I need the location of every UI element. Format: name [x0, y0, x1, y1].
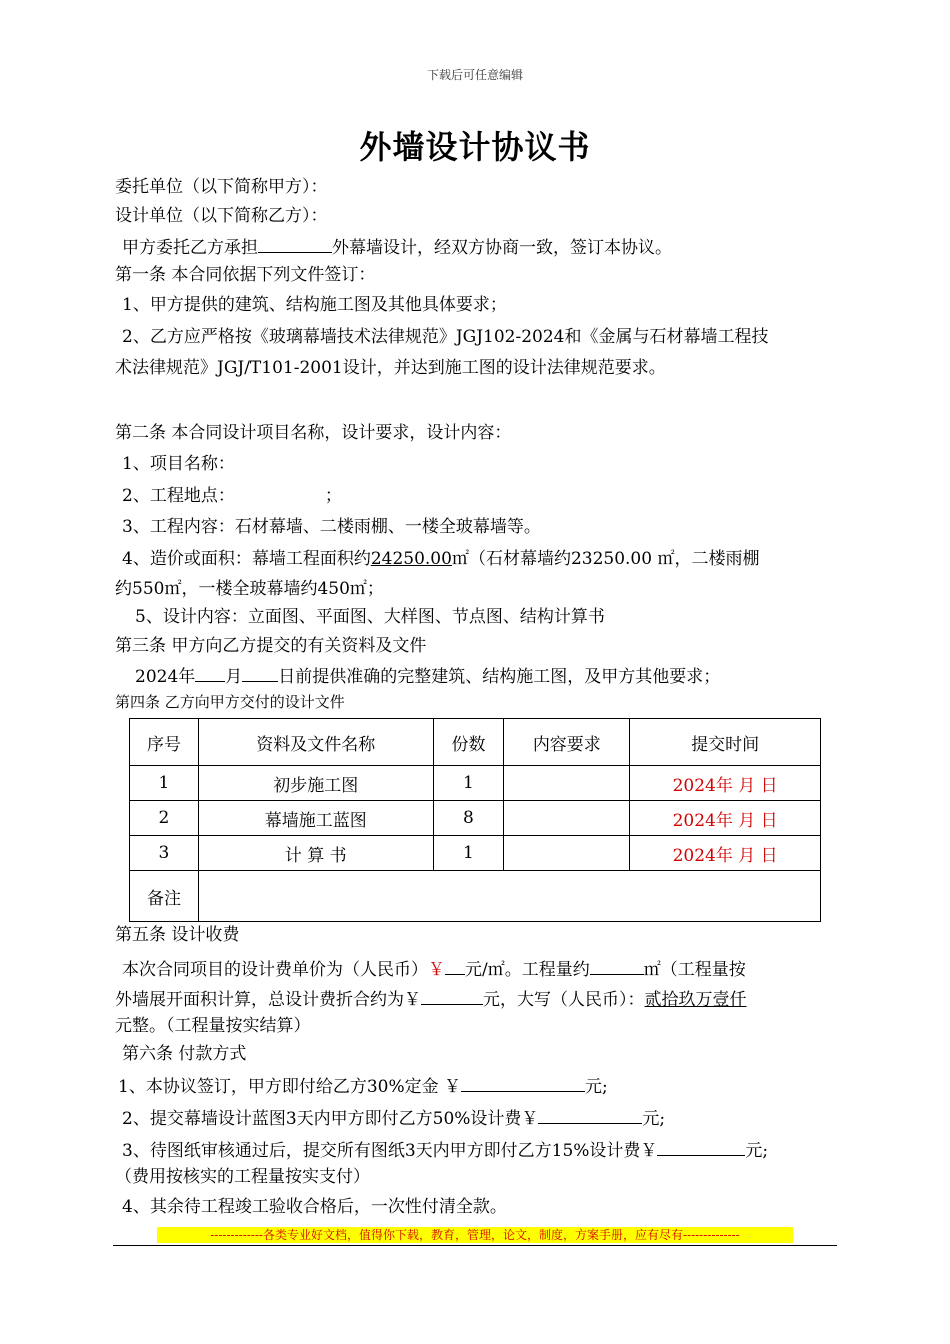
cell-copies: 8	[433, 801, 504, 836]
unit-price-blank[interactable]	[445, 956, 465, 975]
day-blank[interactable]	[242, 663, 278, 682]
quantity-blank[interactable]	[590, 956, 644, 975]
cell-name: 幕墙施工蓝图	[198, 801, 433, 836]
cell-requirement	[504, 836, 630, 871]
remark-label: 备注	[130, 871, 199, 922]
article-1-heading: 第一条 本合同依据下列文件签订：	[115, 265, 376, 285]
area-value: 24250.00	[370, 549, 452, 569]
year-label: 2024年	[135, 667, 196, 687]
article-2-heading: 第二条 本合同设计项目名称，设计要求，设计内容：	[115, 423, 512, 443]
quantity-unit: ㎡（工程量按	[643, 960, 746, 980]
intro-pre: 甲方委托乙方承担	[122, 238, 258, 258]
payment-item-4: 4、其余待工程竣工验收合格后，一次性付清全款。	[122, 1197, 507, 1217]
table-row	[130, 766, 821, 801]
payment-item-2	[115, 1105, 847, 1130]
article-2-item-2	[115, 485, 847, 507]
third-payment-blank[interactable]	[657, 1137, 745, 1156]
article-1-item-1: 1、甲方提供的建筑、结构施工图及其他具体要求；	[122, 295, 507, 315]
unit-price-label: 本次合同项目的设计费单价为（人民币）	[122, 960, 428, 980]
article-2-item-3: 3、工程内容：石材幕墙、二楼雨棚、一楼全玻幕墙等。	[122, 517, 541, 537]
cell-name: 初步施工图	[198, 766, 433, 801]
article-1-item-2-cont: 术法律规范》JGJ/T101-2001设计，并达到施工图的设计法律规范要求。	[115, 358, 666, 378]
cell-name: 计 算 书	[198, 836, 433, 871]
location-label: 2、工程地点：	[122, 486, 235, 506]
total-fee-label: 外墙展开面积计算，总设计费折合约为￥	[115, 990, 421, 1010]
intro-post: 外幕墙设计，经双方协商一致，签订本协议。	[332, 238, 672, 258]
footer-rule	[113, 1245, 837, 1246]
article-2-item-5: 5、设计内容：立面图、平面图、大样图、节点图、结构计算书	[135, 607, 605, 627]
cell-requirement	[504, 766, 630, 801]
yuan-end-1: 元;	[585, 1077, 608, 1097]
area-post: ㎡（石材幕墙约23250.00 ㎡，二楼雨棚	[451, 549, 760, 569]
article-5-line-2	[115, 986, 840, 1011]
footer-banner: -------------各类专业好文档，值得你下载，教育，管理，论文，制度，方案手册，应有尽有--------------	[157, 1227, 793, 1243]
yuan-end-2: 元;	[642, 1109, 666, 1129]
second-payment-blank[interactable]	[538, 1105, 642, 1124]
party-b-line: 设计单位（以下简称乙方）：	[115, 206, 328, 226]
total-fee-uppercase: 贰拾玖万壹仟	[644, 990, 747, 1010]
cell-requirement	[504, 801, 630, 836]
col-header-copies: 份数	[433, 719, 504, 766]
cell-time: 2024年 月 日	[630, 766, 821, 801]
article-5-heading: 第五条 设计收费	[115, 925, 240, 945]
third-payment-label: 3、待图纸审核通过后，提交所有图纸3天内甲方即付乙方15%设计费￥	[122, 1141, 658, 1161]
location-end: ；	[324, 486, 342, 506]
table-remark-row	[130, 871, 821, 922]
project-blank[interactable]	[258, 234, 332, 253]
col-header-name: 资料及文件名称	[198, 719, 433, 766]
cell-copies: 1	[433, 766, 504, 801]
total-fee-uppercase-label: 元，大写（人民币）：	[483, 990, 645, 1010]
cell-time: 2024年 月 日	[630, 836, 821, 871]
article-2-item-4-cont: 约550㎡，一楼全玻幕墙约450㎡；	[115, 579, 384, 599]
party-a-line: 委托单位（以下简称甲方）：	[115, 177, 328, 197]
cell-no: 1	[130, 766, 199, 801]
second-payment-label: 2、提交幕墙设计蓝图3天内甲方即付乙方50%设计费￥	[122, 1109, 539, 1129]
article-3-body: 日前提供准确的完整建筑、结构施工图，及甲方其他要求；	[278, 667, 721, 687]
cell-no: 3	[130, 836, 199, 871]
col-header-requirement: 内容要求	[504, 719, 630, 766]
article-2-item-4	[115, 548, 847, 570]
article-1-item-2: 2、乙方应严格按《玻璃幕墙技术法律规范》JGJ102-2024和《金属与石材幕墙工程技	[122, 327, 769, 347]
quantity-label: 元/㎡。工程量约	[465, 960, 590, 980]
intro-line	[115, 234, 847, 259]
yuan-end-3: 元;	[745, 1141, 769, 1161]
payment-item-3	[115, 1137, 847, 1162]
deposit-blank[interactable]	[461, 1073, 585, 1092]
table-row	[130, 801, 821, 836]
cell-no: 2	[130, 801, 199, 836]
cell-time: 2024年 月 日	[630, 801, 821, 836]
total-fee-blank[interactable]	[421, 986, 483, 1005]
article-5-line-1	[115, 956, 847, 981]
article-3-heading: 第三条 甲方向乙方提交的有关资料及文件	[115, 636, 427, 656]
cell-copies: 1	[433, 836, 504, 871]
remark-cell[interactable]	[198, 871, 820, 922]
article-2-item-1: 1、项目名称：	[122, 454, 235, 474]
table-header-row	[130, 719, 821, 766]
yuan-sign: ￥	[428, 960, 445, 980]
deliverables-table	[129, 718, 821, 922]
month-blank[interactable]	[195, 663, 225, 682]
col-header-time: 提交时间	[630, 719, 821, 766]
document-title: 外墙设计协议书	[359, 128, 591, 166]
article-6-heading: 第六条 付款方式	[122, 1044, 247, 1064]
area-label: 4、造价或面积：幕墙工程面积约	[122, 549, 371, 569]
payment-item-3-note: （费用按核实的工程量按实支付）	[115, 1167, 370, 1187]
month-label: 月	[225, 667, 243, 687]
header-note: 下载后可任意编辑	[426, 68, 523, 82]
col-header-no: 序号	[130, 719, 199, 766]
table-row	[130, 836, 821, 871]
article-3-text	[115, 663, 860, 688]
payment-item-1	[118, 1073, 843, 1098]
deposit-label: 1、本协议签订，甲方即付给乙方30%定金 ￥	[118, 1077, 462, 1097]
article-5-line-3: 元整。（工程量按实结算）	[115, 1016, 311, 1036]
article-4-heading: 第四条 乙方向甲方交付的设计文件	[115, 693, 345, 711]
